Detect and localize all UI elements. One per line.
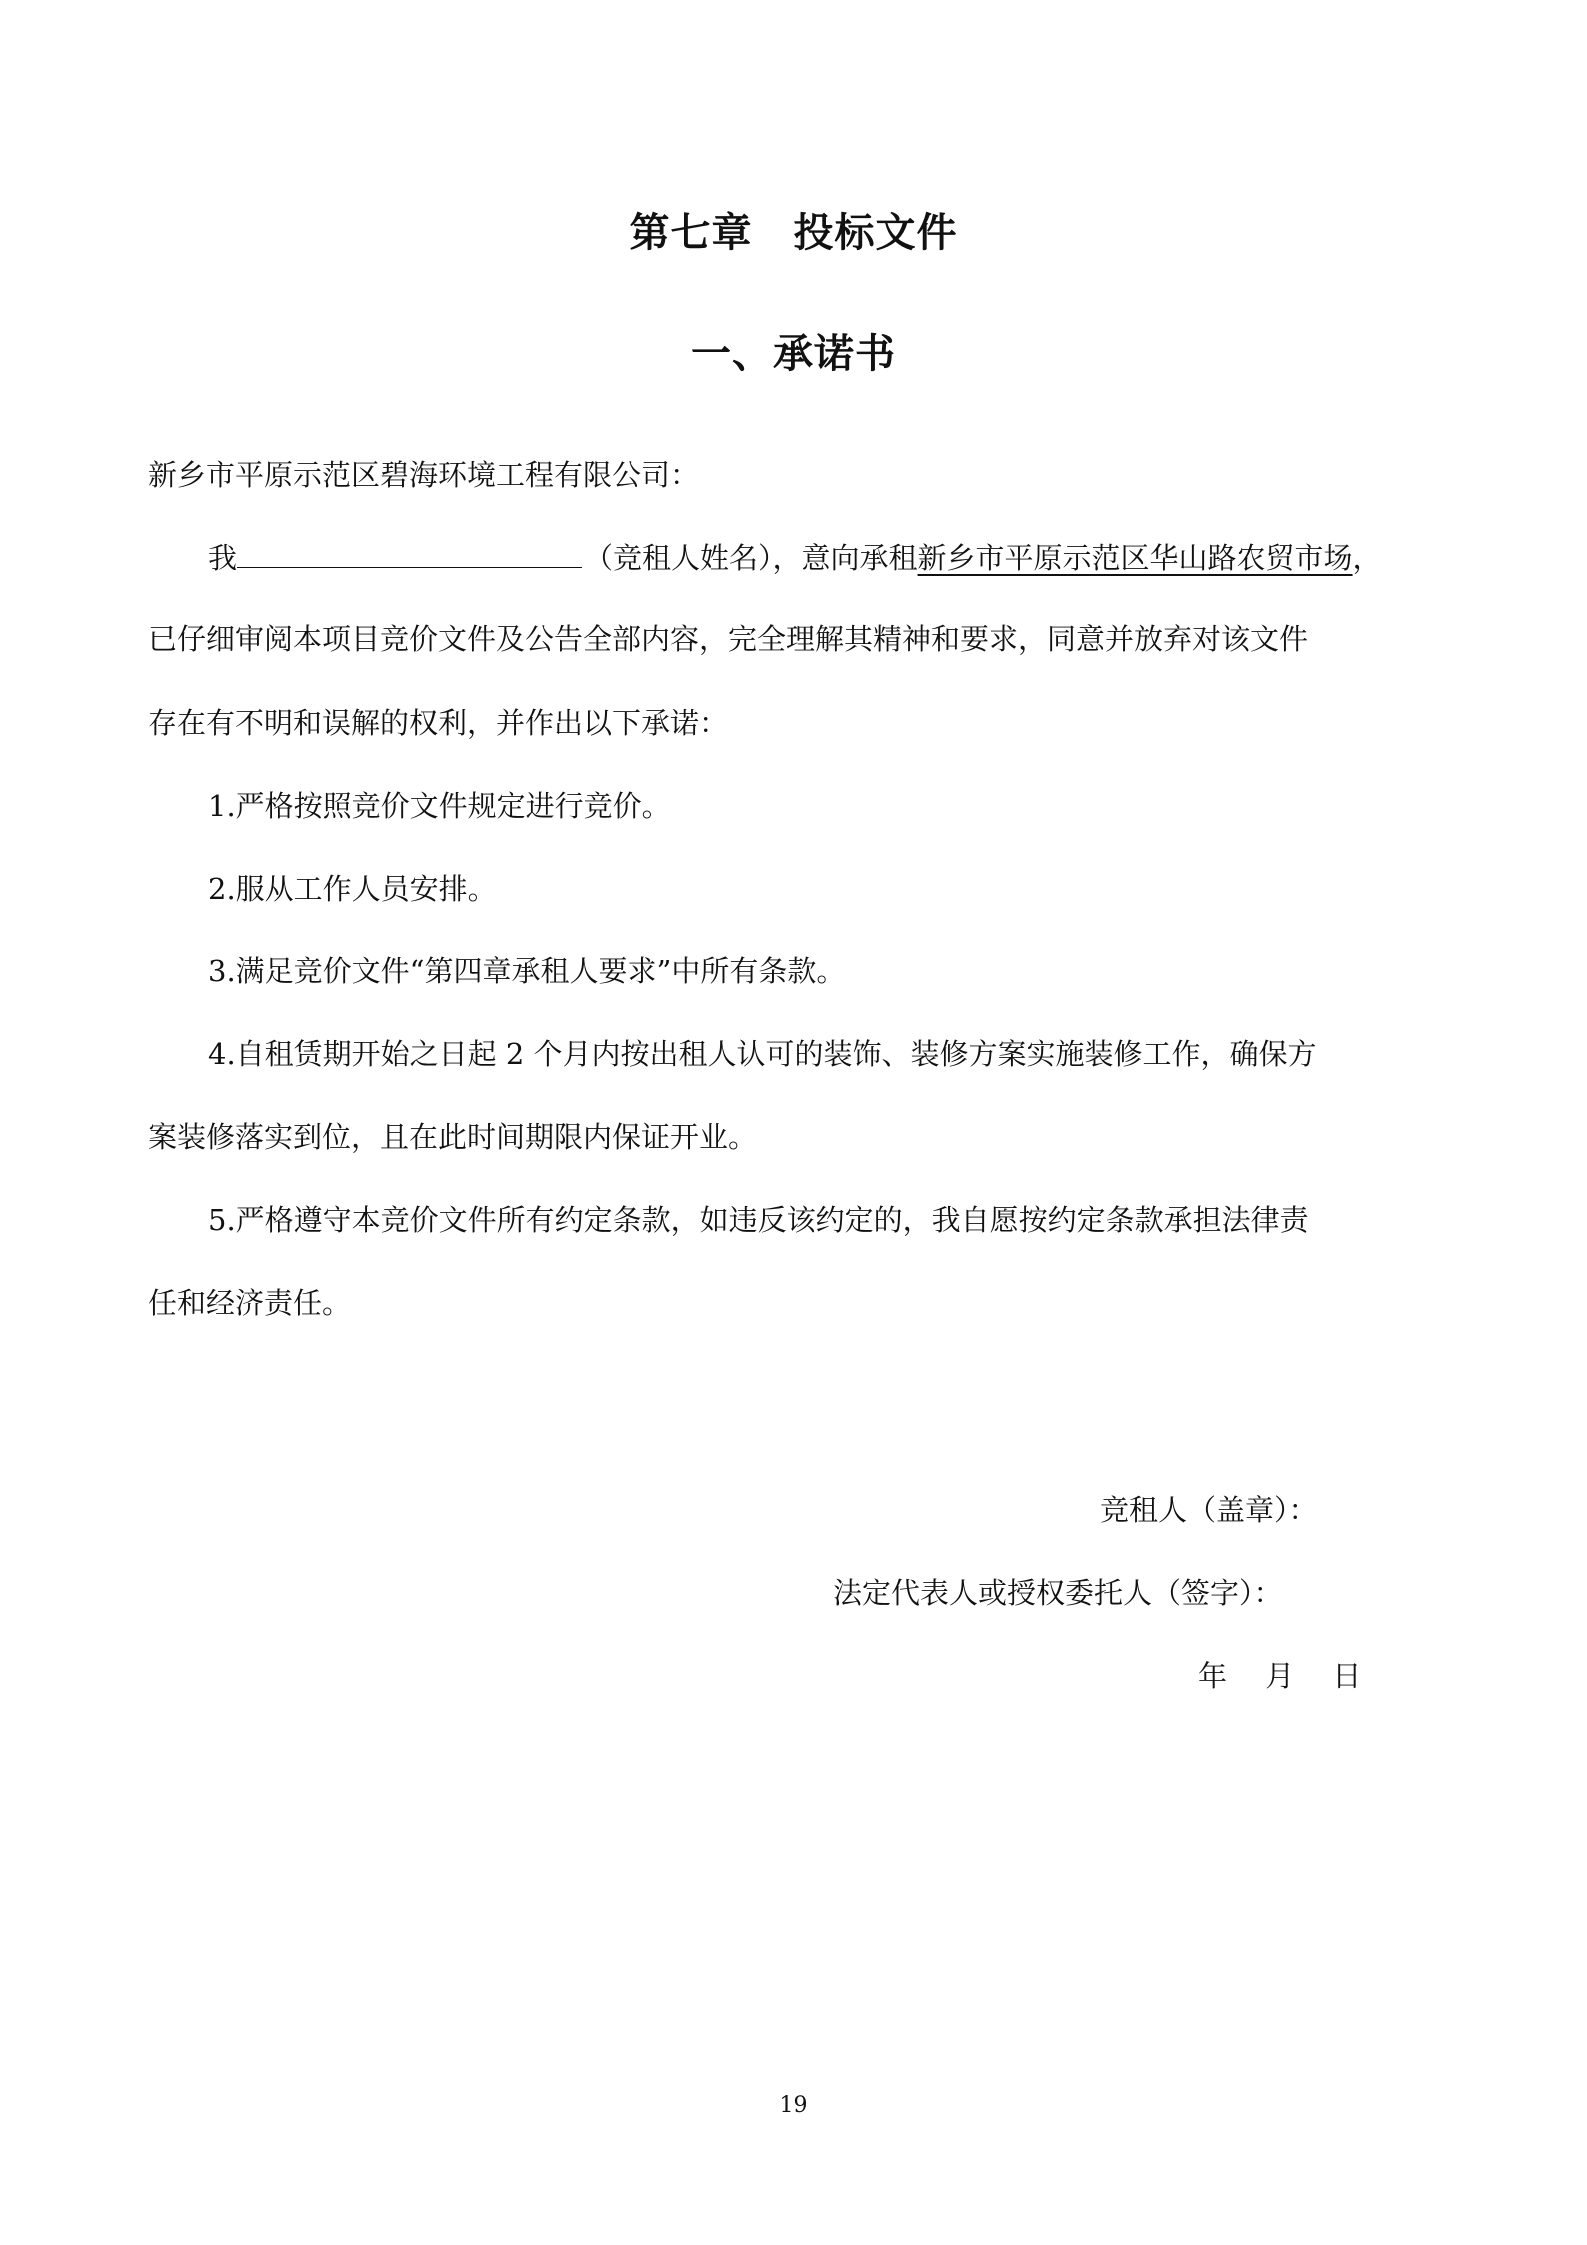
commitment-paragraph-line-3: 存在有不明和误解的权利，并作出以下承诺： — [148, 706, 729, 740]
section-title: 一、承诺书 — [691, 331, 896, 377]
commitment-item-3: 3.满足竞价文件“第四章承租人要求”中所有条款。 — [208, 954, 846, 988]
market-name: 新乡市平原示范区华山路农贸市场 — [917, 541, 1353, 575]
bidder-name-hint: （竞租人姓名），意向承租 — [584, 541, 918, 575]
paragraph-suffix: ， — [1352, 541, 1382, 575]
page-number: 19 — [779, 2093, 808, 2118]
commitment-paragraph-line-2: 已仔细审阅本项目竞价文件及公告全部内容，完全理解其精神和要求，同意并放弃对该文件 — [148, 622, 1309, 656]
commitment-item-5: 5.严格遵守本竞价文件所有约定条款，如违反该约定的，我自愿按约定条款承担法律责 — [208, 1203, 1309, 1237]
paragraph-prefix: 我 — [208, 541, 238, 575]
commitment-item-4-cont: 案装修落实到位，且在此时间期限内保证开业。 — [148, 1120, 758, 1154]
commitment-item-5-cont: 任和经济责任。 — [148, 1286, 352, 1320]
commitment-item-4: 4.自租赁期开始之日起 2 个月内按出租人认可的装饰、装修方案实施装修工作，确保方 — [208, 1037, 1317, 1071]
commitment-item-2: 2.服从工作人员安排。 — [208, 872, 497, 906]
commitment-item-1: 1.严格按照竞价文件规定进行竞价。 — [208, 789, 671, 823]
commitment-paragraph-line-1 — [148, 537, 1498, 578]
bidder-name-blank — [237, 537, 582, 568]
chapter-title: 第七章 投标文件 — [629, 210, 958, 256]
bidder-seal-label: 竞租人（盖章）： — [1100, 1493, 1318, 1527]
representative-signature-label: 法定代表人或授权委托人（签字）： — [833, 1576, 1283, 1610]
addressee: 新乡市平原示范区碧海环境工程有限公司： — [148, 458, 700, 492]
signature-date: 年 月 日 — [1198, 1659, 1362, 1693]
